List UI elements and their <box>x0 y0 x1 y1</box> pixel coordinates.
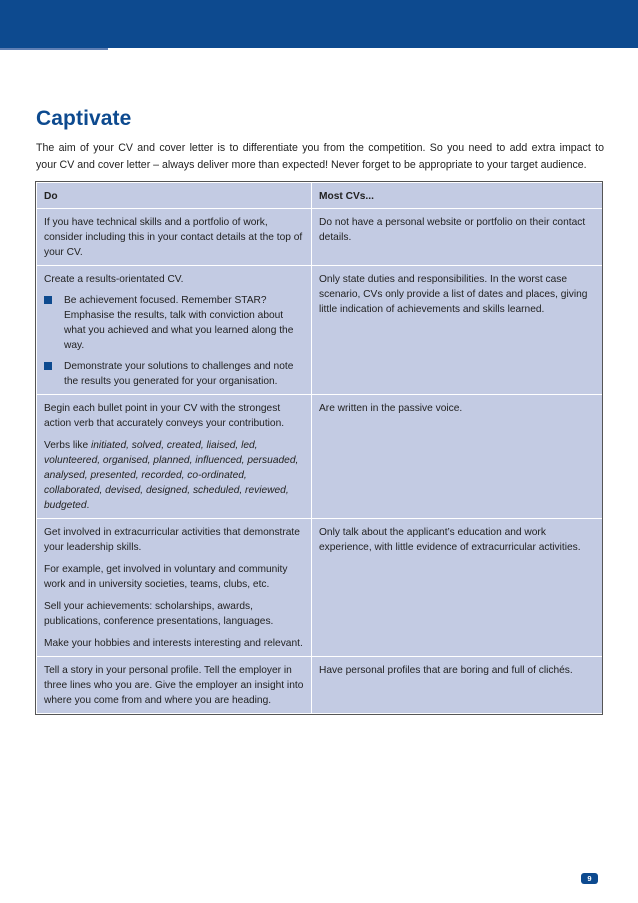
square-bullet-icon <box>44 296 52 304</box>
verbs-prefix: Verbs like <box>44 440 91 451</box>
most-cell: Only state duties and responsibilities. In the worst case scenario, CVs only provide a list of dates and places, giving little indication of achievements and skills learned. <box>312 266 603 395</box>
comparison-table <box>36 182 603 714</box>
most-cell: Do not have a personal website or portfolio on their contact details. <box>312 209 603 266</box>
verbs-suffix: . <box>86 500 90 511</box>
intro-line-2: your CV and cover letter – always deliver more than expected! Never forget to be appropriate to your target audience. <box>36 159 587 171</box>
do-cell <box>37 395 312 519</box>
do-paragraph: Begin each bullet point in your CV with the strongest action verb that accurately conveys your contribution. <box>44 403 285 429</box>
bullet-list <box>44 293 304 389</box>
do-cell: Tell a story in your personal profile. Tell the employer in three lines who you are. Give the employer an insight into where you come from and where you are heading. <box>37 657 312 714</box>
page-number-badge: 9 <box>581 873 598 884</box>
do-cell: If you have technical skills and a portfolio of work, consider including this in your contact details at the top of your CV. <box>37 209 312 266</box>
bullet-text: Demonstrate your solutions to challenges and note the results you generated for your organisation. <box>64 361 294 387</box>
do-paragraph: Get involved in extracurricular activities that demonstrate your leadership skills. <box>44 527 300 553</box>
table-row <box>37 209 603 266</box>
table-header-row <box>37 183 603 209</box>
table-row <box>37 519 603 657</box>
list-item <box>44 293 304 353</box>
most-cell: Only talk about the applicant’s education and work experience, with little evidence of extracurricular activities. <box>312 519 603 657</box>
intro-line-1: The aim of your CV and cover letter is to differentiate you from the competition. So you need to add extra impact to <box>36 142 604 154</box>
do-paragraph: For example, get involved in voluntary and community work and in university societies, teams, clubs, etc. <box>44 564 288 590</box>
header-accent-rule <box>0 48 108 50</box>
list-item <box>44 359 304 389</box>
do-cell <box>37 266 312 395</box>
most-cell: Are written in the passive voice. <box>312 395 603 519</box>
header-most-cvs: Most CVs... <box>312 183 603 209</box>
header-band <box>0 0 638 48</box>
do-paragraph: Sell your achievements: scholarships, awards, publications, conference presentations, languages. <box>44 601 274 627</box>
table-row <box>37 395 603 519</box>
table-row <box>37 266 603 395</box>
do-intro-text: Create a results-orientated CV. <box>44 274 184 285</box>
page-title: Captivate <box>36 107 132 130</box>
square-bullet-icon <box>44 362 52 370</box>
most-cell: Have personal profiles that are boring and full of clichés. <box>312 657 603 714</box>
verbs-paragraph <box>44 438 304 513</box>
do-paragraph: Make your hobbies and interests interesting and relevant. <box>44 638 303 649</box>
verbs-list: initiated, solved, created, liaised, led, volunteered, organised, planned, influenced, persuaded, analysed, presented, recorded, co-ordinated, collaborated, devised, designed, scheduled, reviewed, budgeted <box>44 440 299 511</box>
header-do: Do <box>37 183 312 209</box>
bullet-text: Be achievement focused. Remember STAR? Emphasise the results, talk with conviction about what you achieved and what you learned along the way. <box>64 295 294 351</box>
table-row <box>37 657 603 714</box>
intro-paragraph <box>36 140 604 174</box>
do-cell <box>37 519 312 657</box>
